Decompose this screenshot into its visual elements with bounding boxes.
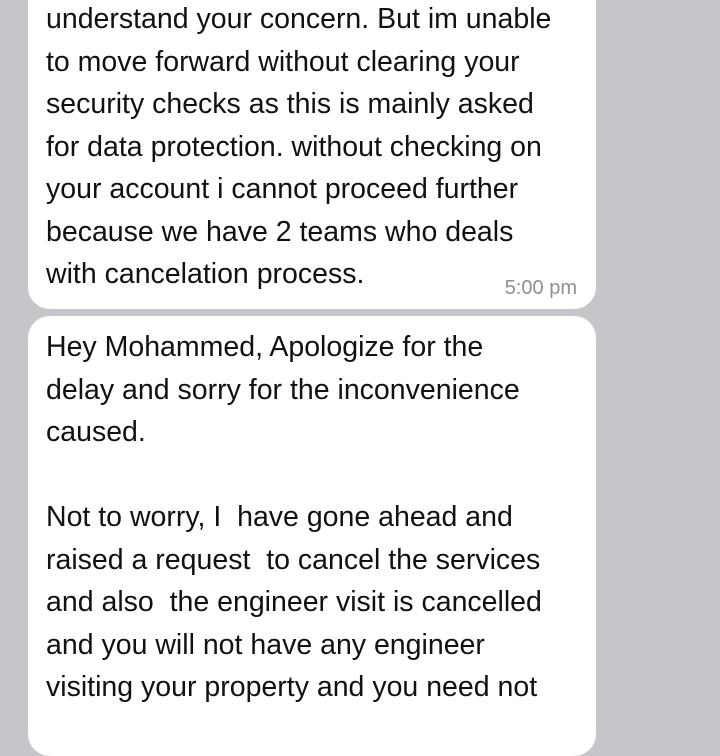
message-text-line: raised a request to cancel the services	[46, 544, 541, 576]
message-bubble[interactable]	[28, 316, 596, 756]
message-timestamp: 5:00 pm	[504, 277, 577, 299]
message-text-line: security checks as this is mainly asked	[46, 88, 534, 120]
message-text-line: Not to worry, I have gone ahead and	[46, 501, 513, 533]
message-text-line: because we have 2 teams who deals	[46, 216, 514, 248]
message-text-line: caused.	[46, 416, 146, 448]
message-text-line: Hey Mohammed, Apologize for the	[46, 331, 484, 363]
message-bubble[interactable]	[28, 0, 596, 309]
message-text-line: delay and sorry for the inconvenience	[46, 374, 520, 406]
message-text-line: understand your concern. But im unable	[46, 3, 552, 35]
message-text-line: visiting your property and you need not	[46, 671, 538, 703]
message-text-line: with cancelation process.	[46, 258, 365, 290]
message-text-line: to move forward without clearing your	[46, 46, 520, 78]
message-text-line: and also the engineer visit is cancelled	[46, 586, 542, 618]
message-text-line: for data protection. without checking on	[46, 131, 542, 163]
message-text-line: and you will not have any engineer	[46, 629, 485, 661]
message-text-line: your account i cannot proceed further	[46, 173, 519, 205]
